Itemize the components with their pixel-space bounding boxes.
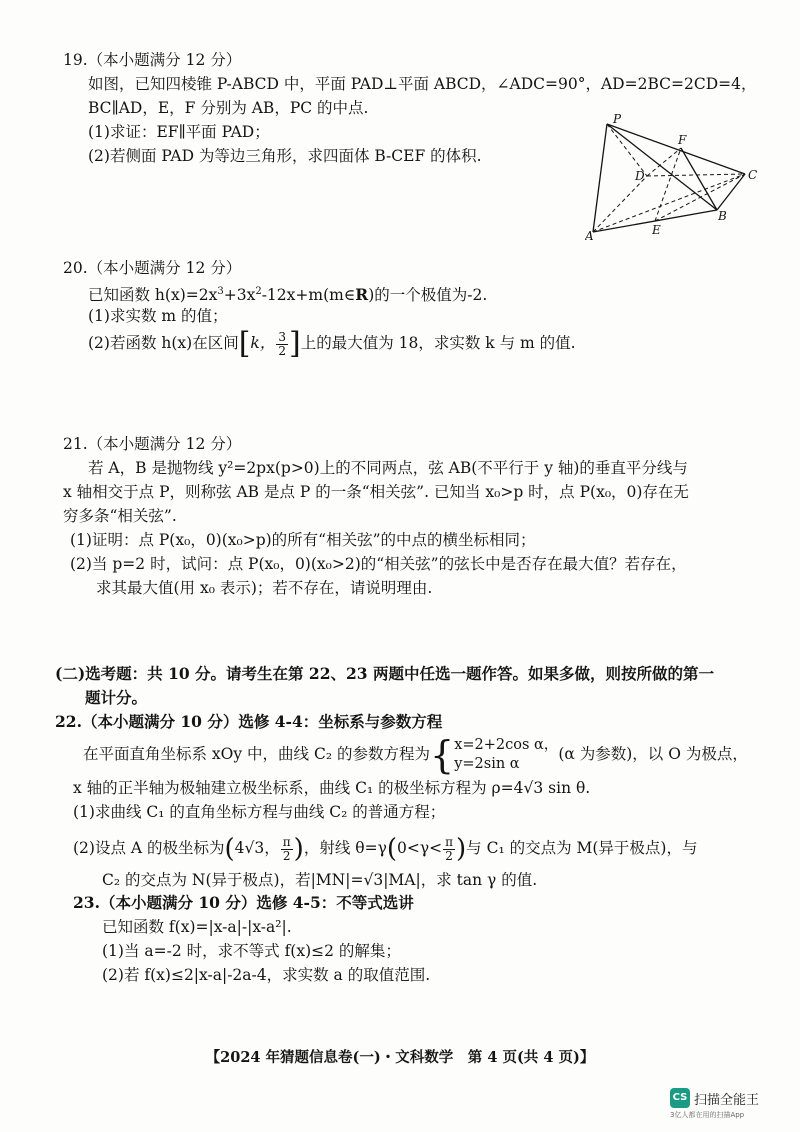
watermark-subtitle: 3亿人都在用的扫描App xyxy=(670,1111,745,1119)
label-D: D xyxy=(635,169,645,183)
q20-part1: (1)求实数 m 的值； xyxy=(88,307,228,325)
q21-line2: x 轴相交于点 P，则称弦 AB 是点 P 的一条“相关弦”. 已知当 x₀>p 时，点 P(x₀，0)存在无 xyxy=(63,483,689,501)
label-F: F xyxy=(678,133,687,147)
label-A: A xyxy=(585,229,594,242)
pyramid-figure xyxy=(585,112,775,242)
q22-line2: x 轴的正半轴为极轴建立极坐标系，曲线 C₁ 的极坐标方程为 ρ=4√3 sin θ. xyxy=(73,779,591,797)
q22-part1: (1)求曲线 C₁ 的直角坐标方程与曲线 C₂ 的普通方程； xyxy=(73,803,446,821)
q23-header: 23.（本小题满分 10 分）选修 4-5：不等式选讲 xyxy=(73,893,414,912)
q20-line1: 已知函数 $h(x)=2x^3+3x^2-12x+m(m\in R)$的一个极值为-2. xyxy=(88,285,488,305)
q22-part2: (2)设点 A 的极坐标为(4√3， $\frac{\pi}{2}$ )，射线 θ=γ(0<γ< $\frac{\pi}{2}$ )与 C₁ 的交点为 M(异于极点)，与 xyxy=(73,834,698,864)
q22-header: 22.（本小题满分 10 分）选修 4-4：坐标系与参数方程 xyxy=(55,712,443,731)
q21-part2: (2)当 p=2 时，试问：点 P(x₀，0)(x₀>2)的“相关弦”的弦长中是否存在最大值？若存在， xyxy=(70,555,687,573)
scanner-watermark xyxy=(670,1086,790,1126)
q21-part2-cont: 求其最大值(用 x₀ 表示)；若不存在，请说明理由. xyxy=(96,579,433,597)
section-header: (二)选考题：共 10 分。请考生在第 22、23 两题中任选一题作答。如果多做，则按所做的第一 xyxy=(55,664,714,683)
q19-line2: BC∥AD，E，F 分别为 AB，PC 的中点. xyxy=(88,99,369,117)
q22-part2-cont: C₂ 的交点为 N(异于极点)，若|MN|=√3|MA|，求 tan γ 的值. xyxy=(102,871,538,889)
q23-part1: (1)当 a=-2 时，求不等式 f(x)≤2 的解集； xyxy=(102,942,401,960)
q23-part2: (2)若 f(x)≤2|x-a|-2a-4，求实数 a 的取值范围. xyxy=(102,966,431,984)
label-E: E xyxy=(652,223,661,237)
q19-part2: (2)若侧面 PAD 为等边三角形，求四面体 B-CEF 的体积. xyxy=(88,147,482,165)
section-header-cont: 题计分。 xyxy=(85,688,148,707)
label-B: B xyxy=(718,209,727,223)
q19-header: 19.（本小题满分 12 分） xyxy=(63,51,242,69)
q19-part1: (1)求证：EF∥平面 PAD； xyxy=(88,123,270,141)
label-C: C xyxy=(748,168,758,182)
camscanner-logo-icon: CS xyxy=(670,1088,690,1108)
q22-line1: 在平面直角坐标系 xOy 中，曲线 C₂ 的参数方程为{ x=2+2cos α， y=2sin α (α 为参数)，以 O 为极点， xyxy=(83,733,748,777)
label-P: P xyxy=(613,112,622,126)
q21-line1: 若 A，B 是抛物线 y²=2px(p>0)上的不同两点，弦 AB(不平行于 y 轴)的垂直平分线与 xyxy=(88,459,688,477)
q21-part1: (1)证明：点 P(x₀，0)(x₀>p)的所有“相关弦”的中点的横坐标相同； xyxy=(70,531,536,549)
watermark-name: 扫描全能王 xyxy=(694,1093,760,1108)
q20-header: 20.（本小题满分 12 分） xyxy=(63,259,242,277)
q23-line1: 已知函数 f(x)=|x-a|-|x-a²|. xyxy=(102,918,292,936)
page-footer: 【2024 年猜题信息卷(一)・文科数学 第 4 页(共 4 页)】 xyxy=(205,1049,595,1066)
q20-part2: (2)若函数 h(x)在区间[k， $\frac{3}{2}$ ]上的最大值为 18，求实数 k 与 m 的值. xyxy=(88,326,576,361)
q19-line1: 如图，已知四棱锥 P-ABCD 中，平面 PAD⊥平面 ABCD，∠ADC=90°，AD=2BC=2CD=4， xyxy=(88,75,757,93)
q21-line3: 穷多条“相关弦”. xyxy=(63,507,177,525)
q21-header: 21.（本小题满分 12 分） xyxy=(63,435,242,453)
